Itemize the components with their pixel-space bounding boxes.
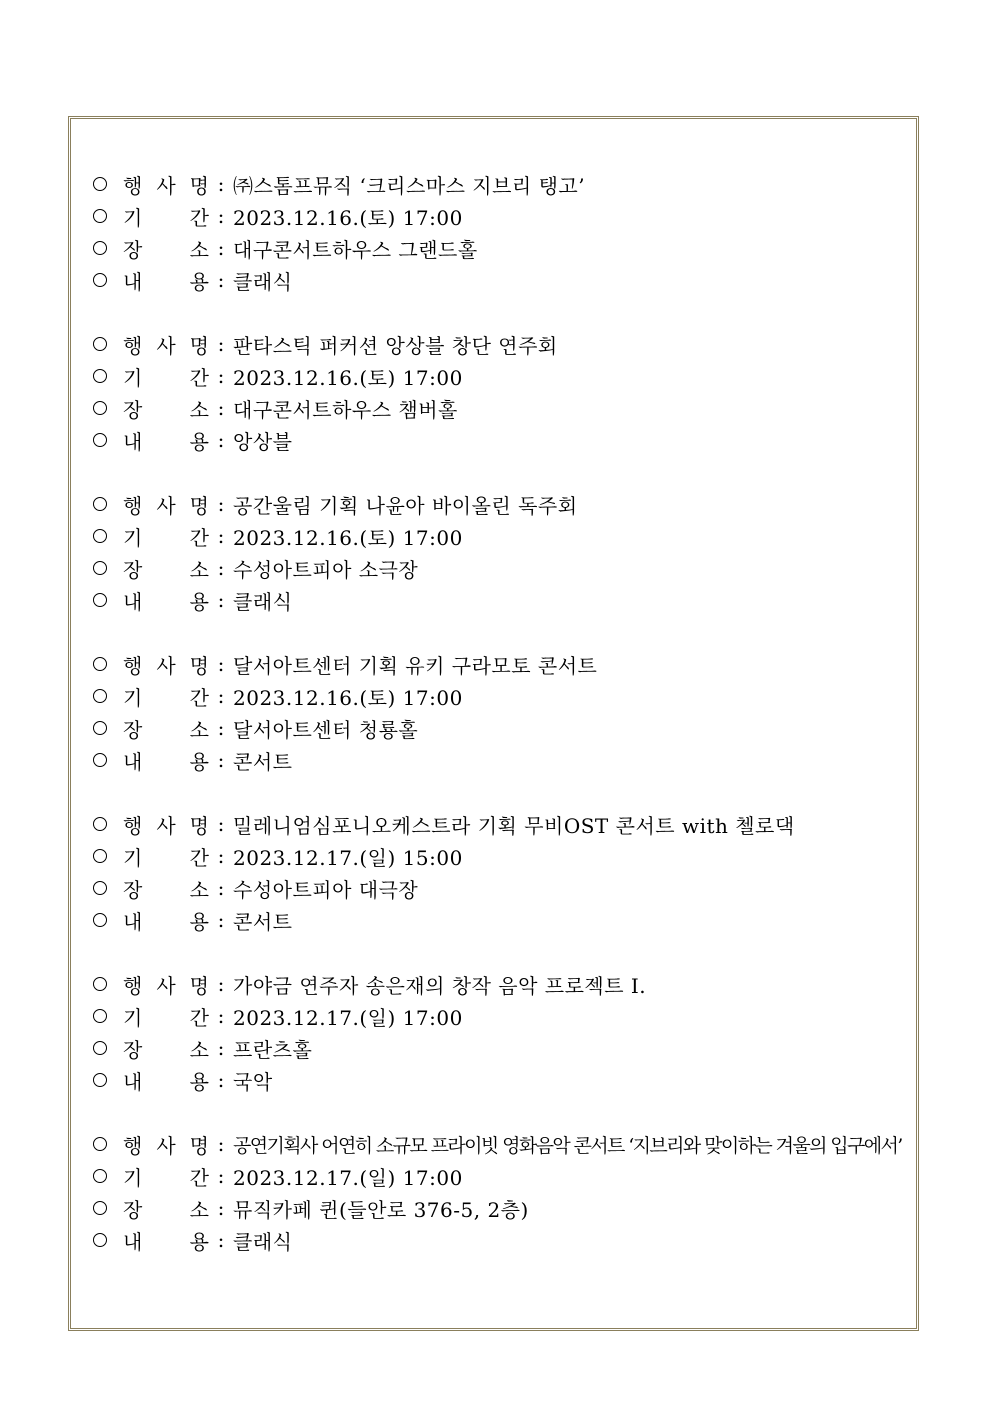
circle-bullet-icon (93, 337, 107, 351)
separator: : (217, 844, 225, 868)
separator: : (217, 1004, 225, 1028)
label-char: 장 (123, 237, 143, 262)
event-block (93, 1128, 902, 1256)
label-char: 장 (123, 1037, 143, 1062)
label-char: 간 (189, 365, 209, 390)
event-place-row (93, 392, 893, 424)
label-char: 명 (189, 493, 209, 518)
event-period: 2023.12.17.(일) 17:00 (233, 1165, 463, 1190)
label-char: 장 (123, 877, 143, 902)
label-char: 내 (123, 1229, 143, 1254)
label-char: 용 (189, 429, 209, 454)
label-content (123, 266, 209, 295)
event-content: 국악 (233, 1069, 273, 1094)
label-char: 명 (189, 333, 209, 358)
label-char: 간 (189, 845, 209, 870)
event-name-row (93, 168, 893, 200)
circle-bullet-icon (93, 913, 107, 927)
label-char: 행 (123, 1133, 143, 1158)
event-name-row (93, 968, 893, 1000)
label-char: 명 (189, 973, 209, 998)
event-name: 달서아트센터 기획 유키 구라모토 콘서트 (233, 653, 598, 678)
event-content-row (93, 424, 893, 456)
label-char: 소 (189, 877, 209, 902)
label-char: 행 (123, 973, 143, 998)
label-char: 소 (189, 1197, 209, 1222)
label-char: 사 (156, 653, 176, 678)
circle-bullet-icon (93, 433, 107, 447)
label-char: 행 (123, 653, 143, 678)
label-char: 사 (156, 973, 176, 998)
separator: : (217, 332, 225, 356)
label-char: 명 (189, 813, 209, 838)
event-place: 대구콘서트하우스 챔버홀 (233, 397, 458, 422)
label-name (123, 970, 209, 999)
circle-bullet-icon (93, 977, 107, 991)
event-content: 클래식 (233, 1229, 293, 1254)
circle-bullet-icon (93, 1233, 107, 1247)
label-name (123, 490, 209, 519)
label-char: 장 (123, 1197, 143, 1222)
circle-bullet-icon (93, 657, 107, 671)
event-name: 밀레니엄심포니오케스트라 기획 무비OST 콘서트 with 첼로댁 (233, 813, 795, 838)
event-content-row (93, 264, 893, 296)
event-block (93, 808, 893, 936)
label-place (123, 394, 209, 423)
circle-bullet-icon (93, 753, 107, 767)
event-period-row (93, 680, 893, 712)
label-char: 간 (189, 685, 209, 710)
label-char: 행 (123, 813, 143, 838)
separator: : (217, 1068, 225, 1092)
separator: : (217, 556, 225, 580)
label-char: 용 (189, 269, 209, 294)
event-period: 2023.12.16.(토) 17:00 (233, 365, 463, 390)
event-period: 2023.12.17.(일) 15:00 (233, 845, 463, 870)
circle-bullet-icon (93, 1073, 107, 1087)
circle-bullet-icon (93, 1137, 107, 1151)
label-char: 간 (189, 1005, 209, 1030)
label-char: 사 (156, 1133, 176, 1158)
label-char: 장 (123, 717, 143, 742)
label-char: 기 (123, 845, 143, 870)
event-content-row (93, 1064, 893, 1096)
event-period-row (93, 1000, 893, 1032)
event-name: 공간울림 기획 나윤아 바이올린 독주회 (233, 493, 578, 518)
separator: : (217, 684, 225, 708)
event-content: 클래식 (233, 269, 293, 294)
label-name (123, 650, 209, 679)
label-char: 소 (189, 557, 209, 582)
label-char: 간 (189, 1165, 209, 1190)
separator: : (217, 716, 225, 740)
separator: : (217, 396, 225, 420)
event-place-row (93, 552, 893, 584)
event-name-row (93, 648, 893, 680)
event-content: 콘서트 (233, 909, 293, 934)
circle-bullet-icon (93, 529, 107, 543)
label-period (123, 202, 209, 231)
label-char: 행 (123, 333, 143, 358)
circle-bullet-icon (93, 241, 107, 255)
circle-bullet-icon (93, 369, 107, 383)
label-content (123, 906, 209, 935)
label-char: 행 (123, 173, 143, 198)
label-char: 명 (189, 653, 209, 678)
label-place (123, 554, 209, 583)
event-name-row (93, 488, 893, 520)
event-name: 공연기획사 어연히 소규모 프라이빗 영화음악 콘서트 ‘지브리와 맞이하는 겨울의 입구에서’ (233, 1134, 902, 1157)
label-char: 소 (189, 237, 209, 262)
event-content-row (93, 1224, 893, 1256)
separator: : (217, 876, 225, 900)
label-char: 기 (123, 525, 143, 550)
label-char: 용 (189, 1229, 209, 1254)
circle-bullet-icon (93, 1201, 107, 1215)
separator: : (217, 1164, 225, 1188)
circle-bullet-icon (93, 1041, 107, 1055)
event-name-row (93, 328, 893, 360)
event-place: 수성아트피아 소극장 (233, 557, 419, 582)
separator: : (217, 812, 225, 836)
label-name (123, 810, 209, 839)
label-char: 명 (189, 173, 209, 198)
event-block (93, 328, 893, 456)
event-content-row (93, 584, 893, 616)
event-name-row (93, 1128, 902, 1160)
label-char: 간 (189, 205, 209, 230)
circle-bullet-icon (93, 849, 107, 863)
label-name (123, 1130, 209, 1159)
circle-bullet-icon (93, 497, 107, 511)
label-place (123, 874, 209, 903)
event-period: 2023.12.16.(토) 17:00 (233, 205, 463, 230)
event-list (93, 168, 902, 1288)
separator: : (217, 172, 225, 196)
label-char: 내 (123, 589, 143, 614)
label-period (123, 1162, 209, 1191)
event-period-row (93, 520, 893, 552)
event-place-row (93, 232, 893, 264)
event-place: 대구콘서트하우스 그랜드홀 (233, 237, 478, 262)
separator: : (217, 1036, 225, 1060)
circle-bullet-icon (93, 1009, 107, 1023)
separator: : (217, 748, 225, 772)
event-block (93, 168, 893, 296)
event-block (93, 968, 893, 1096)
label-char: 기 (123, 685, 143, 710)
label-char: 기 (123, 365, 143, 390)
separator: : (217, 652, 225, 676)
label-char: 장 (123, 397, 143, 422)
event-period: 2023.12.16.(토) 17:00 (233, 685, 463, 710)
event-content: 클래식 (233, 589, 293, 614)
label-char: 소 (189, 1037, 209, 1062)
event-name: ㈜스톰프뮤직 ‘크리스마스 지브리 탱고’ (233, 173, 586, 198)
label-content (123, 586, 209, 615)
event-place: 수성아트피아 대극장 (233, 877, 419, 902)
label-char: 사 (156, 813, 176, 838)
label-char: 명 (189, 1133, 209, 1158)
label-content (123, 1226, 209, 1255)
circle-bullet-icon (93, 817, 107, 831)
label-char: 사 (156, 493, 176, 518)
label-place (123, 1194, 209, 1223)
circle-bullet-icon (93, 209, 107, 223)
event-period: 2023.12.17.(일) 17:00 (233, 1005, 463, 1030)
event-period: 2023.12.16.(토) 17:00 (233, 525, 463, 550)
event-place-row (93, 872, 893, 904)
event-place-row (93, 1192, 893, 1224)
label-content (123, 746, 209, 775)
separator: : (217, 364, 225, 388)
event-block (93, 648, 893, 776)
label-char: 용 (189, 909, 209, 934)
circle-bullet-icon (93, 593, 107, 607)
label-char: 내 (123, 909, 143, 934)
circle-bullet-icon (93, 177, 107, 191)
event-content-row (93, 904, 893, 936)
label-period (123, 522, 209, 551)
event-name: 판타스틱 퍼커션 앙상블 창단 연주회 (233, 333, 558, 358)
event-name-row (93, 808, 893, 840)
separator: : (217, 492, 225, 516)
label-char: 내 (123, 749, 143, 774)
label-name (123, 330, 209, 359)
label-char: 사 (156, 173, 176, 198)
label-char: 내 (123, 269, 143, 294)
event-content: 앙상블 (233, 429, 293, 454)
label-char: 기 (123, 205, 143, 230)
separator: : (217, 268, 225, 292)
circle-bullet-icon (93, 273, 107, 287)
circle-bullet-icon (93, 561, 107, 575)
event-period-row (93, 840, 893, 872)
event-name: 가야금 연주자 송은재의 창작 음악 프로젝트 Ⅰ. (233, 973, 647, 998)
separator: : (217, 908, 225, 932)
label-char: 용 (189, 589, 209, 614)
separator: : (217, 1228, 225, 1252)
label-char: 용 (189, 749, 209, 774)
circle-bullet-icon (93, 1169, 107, 1183)
separator: : (217, 236, 225, 260)
label-name (123, 170, 209, 199)
circle-bullet-icon (93, 401, 107, 415)
event-period-row (93, 360, 893, 392)
label-period (123, 362, 209, 391)
event-place-row (93, 1032, 893, 1064)
label-char: 행 (123, 493, 143, 518)
label-period (123, 842, 209, 871)
label-char: 소 (189, 397, 209, 422)
label-char: 기 (123, 1005, 143, 1030)
label-place (123, 1034, 209, 1063)
separator: : (217, 588, 225, 612)
label-char: 간 (189, 525, 209, 550)
event-place: 뮤직카페 퀸(들안로 376-5, 2층) (233, 1197, 529, 1222)
label-char: 내 (123, 429, 143, 454)
event-content-row (93, 744, 893, 776)
event-content: 콘서트 (233, 749, 293, 774)
event-period-row (93, 200, 893, 232)
event-place: 프란츠홀 (233, 1037, 313, 1062)
label-char: 기 (123, 1165, 143, 1190)
separator: : (217, 1196, 225, 1220)
separator: : (217, 204, 225, 228)
label-period (123, 682, 209, 711)
event-period-row (93, 1160, 893, 1192)
separator: : (217, 524, 225, 548)
circle-bullet-icon (93, 689, 107, 703)
label-char: 소 (189, 717, 209, 742)
event-place-row (93, 712, 893, 744)
label-period (123, 1002, 209, 1031)
label-char: 용 (189, 1069, 209, 1094)
label-char: 내 (123, 1069, 143, 1094)
event-block (93, 488, 893, 616)
circle-bullet-icon (93, 721, 107, 735)
separator: : (217, 428, 225, 452)
label-content (123, 1066, 209, 1095)
separator: : (217, 1132, 225, 1156)
label-place (123, 234, 209, 263)
separator: : (217, 972, 225, 996)
label-content (123, 426, 209, 455)
circle-bullet-icon (93, 881, 107, 895)
label-char: 장 (123, 557, 143, 582)
event-place: 달서아트센터 청룡홀 (233, 717, 419, 742)
label-char: 사 (156, 333, 176, 358)
label-place (123, 714, 209, 743)
